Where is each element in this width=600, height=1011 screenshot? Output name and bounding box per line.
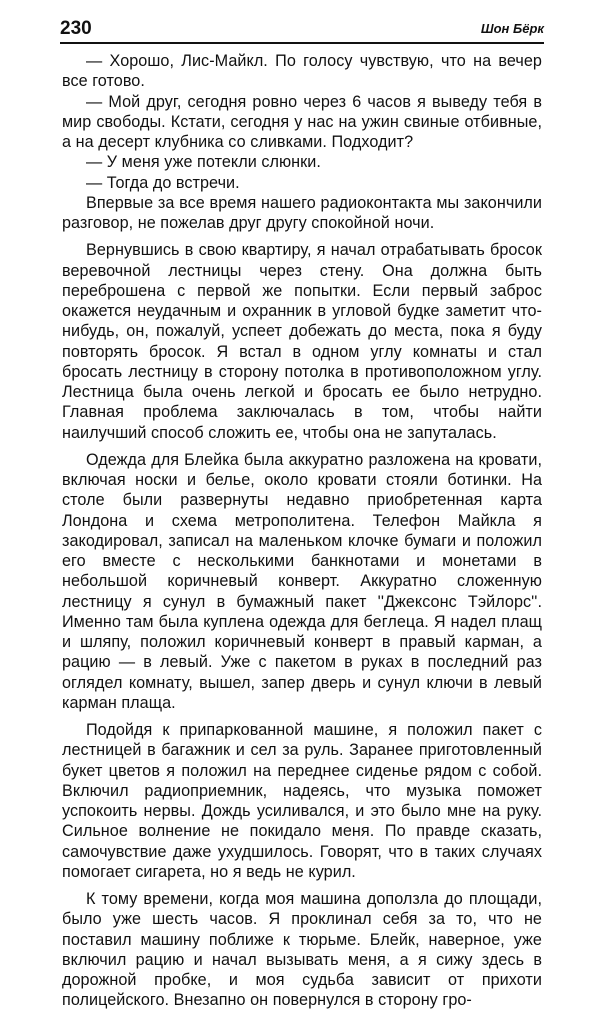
paragraph: Одежда для Блейка была аккуратно разложена на кровати, включая носки и белье, около кровати стояли ботинки. На столе были развернуты недавно приобретенная карта Лондона и схема метрополитена. Телефон Майкла я закодировал, записал на маленьком клочке бумаги и положил его вместе с несколькими банкнотами и монетами в небольшой коричневый конверт. Аккуратно сложенную лестницу я сунул в бумажный пакет ''Джексонс Тэйлорс''. Именно там была куплена одежда для беглеца. Я надел плащ и шляпу, положил коричневый конверт в правый карман, а рацию — в левый. Уже с пакетом в руках в последний раз оглядел комнату, вышел, запер дверь и сунул ключи в левый карман плаща.	[62, 450, 542, 712]
header-rule	[60, 42, 544, 44]
page-header	[60, 18, 544, 44]
paragraph: — Мой друг, сегодня ровно через 6 часов я выведу тебя в мир свободы. Кстати, сегодня у нас на ужин свиные отбивные, а на десерт клубника со сливками. Подходит?	[62, 92, 542, 151]
body-text	[62, 51, 542, 1011]
paragraph: — У меня уже потекли слюнки.	[86, 153, 321, 172]
running-head-author: Шон Бёрк	[480, 21, 544, 36]
paragraph: Вернувшись в свою квартиру, я начал отрабатывать бросок веревочной лестницы через стену. Она должна быть переброшена с первой же попытки. Если первый заброс окажется неудачным и охранник в угловой будке заметит что-нибудь, он, пожалуй, успеет добежать до места, пока я буду повторять бросок. Я встал в одном углу комнаты и стал бросать лестницу в сторону потолка в противоположном углу. Лестница была очень легкой и бросать ее было нетрудно. Главная проблема заключалась в том, чтобы найти наилучший способ сложить ее, чтобы она не запуталась.	[62, 241, 542, 442]
paragraph: К тому времени, когда моя машина доползла до площади, было уже шесть часов. Я проклинал себя за то, что не поставил машину поближе к тюрьме. Блейк, наверное, уже включил рацию и начал вызывать меня, а я сижу здесь в дорожной пробке, и моя судьба зависит от прихоти полицейского. Внезапно он повернулся в сторону гро-	[62, 890, 542, 1010]
paragraph: — Тогда до встречи.	[86, 173, 240, 192]
page-number: 230	[60, 18, 92, 39]
paragraph: Подойдя к припаркованной машине, я положил пакет с лестницей в багажник и сел за руль. Заранее приготовленный букет цветов я положил на переднее сиденье рядом с собой. Включил радиоприемник, надеясь, что музыка поможет успокоить нервы. Дождь усиливался, и это было мне на руку. Сильное волнение не покидало меня. По правде сказать, самочувствие даже ухудшилось. Говорят, что в таких случаях помогает сигарета, но я ведь не курил.	[62, 721, 542, 881]
paragraph: — Хорошо, Лис-Майкл. По голосу чувствую, что на вечер все готово.	[62, 52, 542, 91]
paragraph: Впервые за все время нашего радиоконтакта мы закончили разговор, не пожелав друг другу спокойной ночи.	[62, 193, 542, 232]
